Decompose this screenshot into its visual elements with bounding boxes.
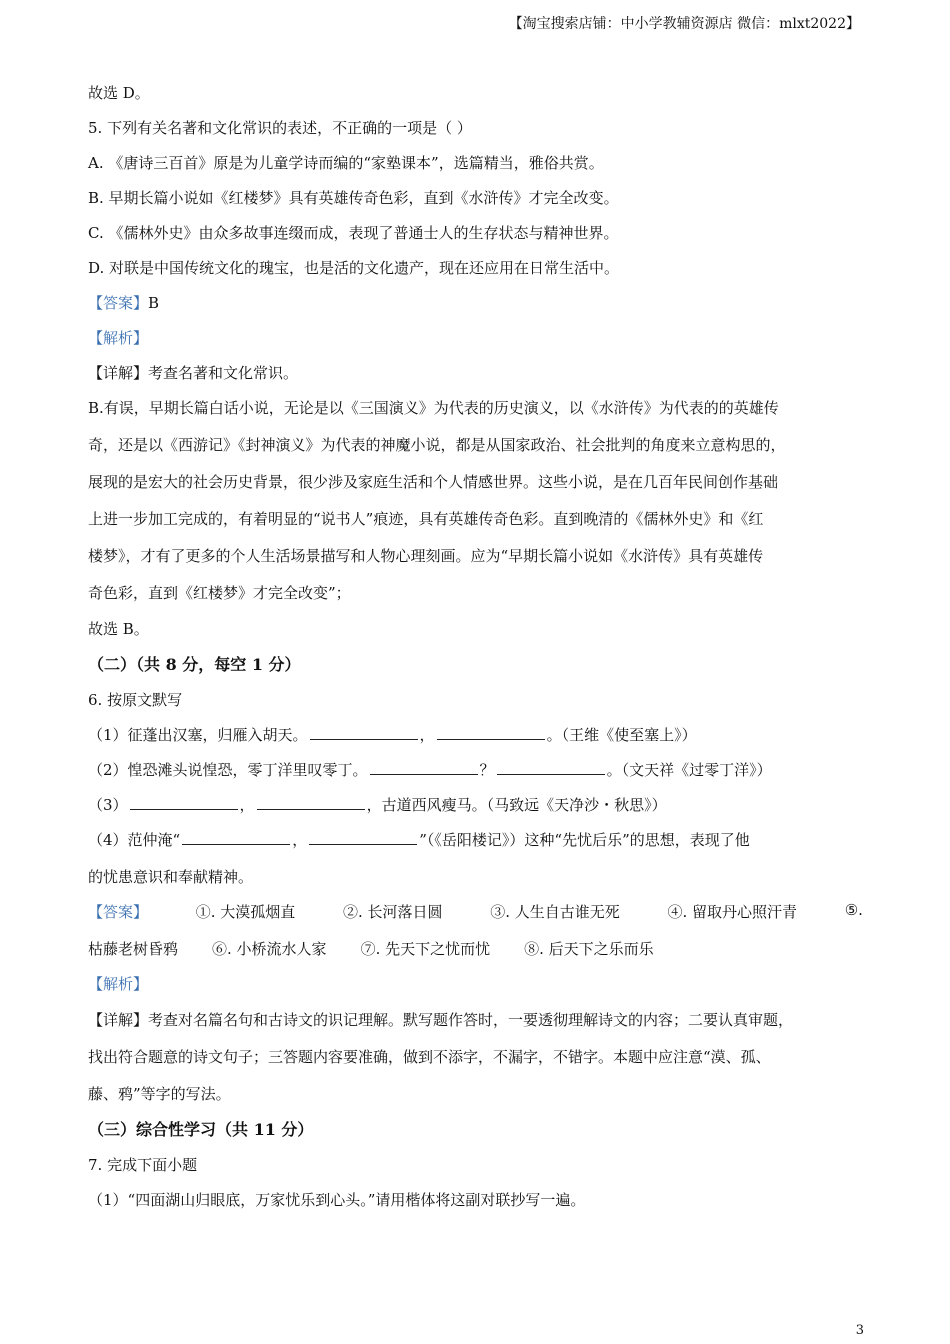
answer-blank bbox=[310, 727, 418, 740]
option-b: B. 早期长篇小说如《红楼梦》具有英雄传奇色彩，直到《水浒传》才完全改变。 bbox=[88, 189, 619, 207]
answer-item: ②. 长河落日圆 bbox=[342, 903, 443, 921]
source-text: ”（《岳阳楼记》）这种“先忧后乐”的思想，表现了他 bbox=[419, 831, 750, 849]
question-6-3 bbox=[88, 794, 667, 815]
answer-6-row bbox=[88, 901, 863, 922]
analysis-label: 【解析】 bbox=[88, 975, 149, 993]
section-3-heading: （三）综合性学习（共 11 分） bbox=[88, 1120, 314, 1139]
text-line: 故选 B。 bbox=[88, 620, 149, 638]
answer-item: ⑧. 后天下之乐而乐 bbox=[524, 940, 654, 958]
answer-value: B bbox=[148, 294, 160, 312]
answer-blank bbox=[257, 797, 365, 810]
question-5: 5. 下列有关名著和文化常识的表述，不正确的一项是（ ） bbox=[88, 119, 472, 137]
option-a: A. 《唐诗三百首》原是为儿童学诗而编的“家塾课本”，选篇精当，雅俗共赏。 bbox=[88, 154, 604, 172]
page-header: 【淘宝搜索店铺：中小学教辅资源店 微信：mlxt2022】 bbox=[508, 16, 860, 32]
paragraph-line: B.有误，早期长篇白话小说，无论是以《三国演义》为代表的历史演义，以《水浒传》为代表的的英雄传 bbox=[88, 399, 779, 417]
answer-item: ⑥. 小桥流水人家 bbox=[212, 940, 327, 958]
question-6-4 bbox=[88, 829, 750, 850]
punct: ， bbox=[239, 796, 255, 814]
source-text: 。（文天祥《过零丁洋》） bbox=[606, 761, 772, 779]
question-6-2 bbox=[88, 759, 772, 780]
answer-blank bbox=[309, 832, 417, 845]
detail-6: 找出符合题意的诗文句子；三答题内容要准确，做到不添字，不漏字，不错字。本题中应注意“漠、孤、 bbox=[88, 1048, 771, 1066]
answer-item: ③. 人生自古谁无死 bbox=[490, 903, 620, 921]
text-line: 故选 D。 bbox=[88, 84, 150, 102]
punct: ？ bbox=[479, 761, 495, 779]
prompt-text: （2）惶恐滩头说惶恐，零丁洋里叹零丁。 bbox=[88, 761, 368, 779]
prompt-text: （1）征蓬出汉塞，归雁入胡天。 bbox=[88, 726, 308, 744]
answer-blank bbox=[130, 797, 238, 810]
answer-blank bbox=[182, 832, 290, 845]
prompt-text: （4）范仲淹“ bbox=[88, 831, 181, 849]
answer-item: ①. 大漠孤烟直 bbox=[195, 903, 296, 921]
answer-6-row-2 bbox=[88, 938, 654, 959]
text-line: 的忧患意识和奉献精神。 bbox=[88, 868, 254, 886]
question-7: 7. 完成下面小题 bbox=[88, 1156, 198, 1174]
option-c: C. 《儒林外史》由众多故事连缀而成，表现了普通士人的生存状态与精神世界。 bbox=[88, 224, 619, 242]
page-number: 3 bbox=[855, 1323, 864, 1338]
paragraph-line: 奇，还是以《西游记》《封神演义》为代表的神魔小说，都是从国家政治、社会批判的角度来立意构思的， bbox=[88, 436, 786, 454]
answer-label: 【答案】 bbox=[88, 903, 149, 921]
source-text: ，古道西风瘦马。（马致远《天净沙・秋思》） bbox=[366, 796, 667, 814]
section-2-heading: （二）（共 8 分，每空 1 分） bbox=[88, 655, 301, 674]
answer-label: 【答案】 bbox=[88, 294, 149, 312]
option-d: D. 对联是中国传统文化的瑰宝，也是活的文化遗产，现在还应用在日常生活中。 bbox=[88, 259, 620, 277]
punct: ， bbox=[419, 726, 435, 744]
prompt-text: （3） bbox=[88, 796, 128, 814]
source-text: 。（王维《使至塞上》） bbox=[546, 726, 697, 744]
answer-item: 枯藤老树昏鸦 bbox=[88, 940, 179, 958]
punct: ， bbox=[292, 831, 308, 849]
paragraph-line: 奇色彩，直到《红楼梦》才完全改变”； bbox=[88, 584, 351, 602]
answer-item: ⑦. 先天下之忧而忧 bbox=[360, 940, 491, 958]
analysis-label: 【解析】 bbox=[88, 329, 149, 347]
paragraph-line: 展现的是宏大的社会历史背景，很少涉及家庭生活和个人情感世界。这些小说，是在几百年民间创作基础 bbox=[88, 473, 779, 491]
answer-item: ⑤. bbox=[844, 901, 863, 919]
answer-blank bbox=[497, 762, 605, 775]
question-7-1: （1）“四面湖山归眼底，万家忧乐到心头。”请用楷体将这副对联抄写一遍。 bbox=[88, 1191, 586, 1209]
detail-6: 【详解】考查对名篇名句和古诗文的识记理解。默写题作答时，一要透彻理解诗文的内容；二要认真审题， bbox=[88, 1011, 794, 1029]
detail-6: 藤、鸦”等字的写法。 bbox=[88, 1085, 231, 1103]
paragraph-line: 楼梦》，才有了更多的个人生活场景描写和人物心理刻画。应为“早期长篇小说如《水浒传》具有英雄传 bbox=[88, 547, 764, 565]
paragraph-line: 上进一步加工完成的，有着明显的“说书人”痕迹，具有英雄传奇色彩。直到晚清的《儒林外史》和《红 bbox=[88, 510, 764, 528]
question-6-1 bbox=[88, 724, 697, 745]
answer-blank bbox=[437, 727, 545, 740]
answer-5 bbox=[88, 292, 159, 313]
answer-item: ④. 留取丹心照汗青 bbox=[667, 903, 798, 921]
answer-blank bbox=[370, 762, 478, 775]
detail-5: 【详解】考查名著和文化常识。 bbox=[88, 364, 299, 382]
question-6: 6. 按原文默写 bbox=[88, 691, 183, 709]
